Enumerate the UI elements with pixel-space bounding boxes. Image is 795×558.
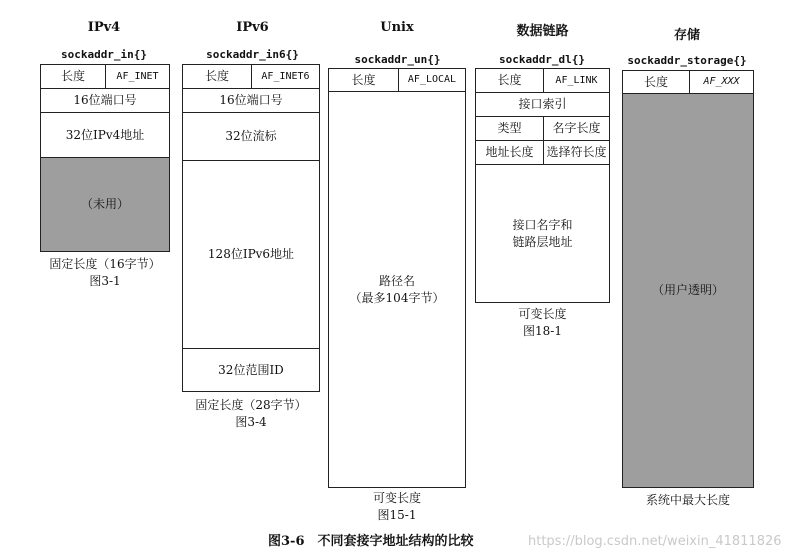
datalink-len-field: 长度 [475, 68, 544, 93]
ipv6-addr-field: 128位IPv6地址 [182, 160, 320, 349]
datalink-family-field: AF_LINK [543, 68, 610, 93]
datalink-caption-length: 可变长度 [518, 307, 567, 321]
datalink-namelen-field: 名字长度 [543, 116, 610, 141]
storage-family-field: AF_XXX [689, 70, 754, 94]
ipv4-header: IPv4 [87, 20, 121, 35]
unix-family-field: AF_LOCAL [398, 68, 466, 92]
storage-opaque-field: （用户透明） [622, 93, 754, 488]
ipv6-scope-field: 32位范围ID [182, 348, 320, 392]
unix-path-label: 路径名 [378, 274, 415, 289]
ipv4-family-field: AF_INET [105, 64, 170, 89]
unix-len-field: 长度 [328, 68, 399, 92]
storage-len-field: 长度 [622, 70, 690, 94]
storage-caption-length: 系统中最大长度 [645, 493, 730, 507]
datalink-sellen-field: 选择符长度 [543, 140, 610, 165]
unix-path-limit: （最多104字节） [349, 290, 445, 305]
ipv6-port-field: 16位端口号 [182, 88, 320, 113]
unix-path-field [328, 91, 466, 488]
ipv4-caption-length: 固定长度（16字节） [49, 257, 161, 271]
watermark: https://blog.csdn.net/weixin_41811826 [528, 534, 782, 549]
unix-caption-figure: 图15-1 [377, 508, 417, 522]
storage-struct-name: sockaddr_storage{} [627, 54, 747, 67]
ipv6-family-field: AF_INET6 [251, 64, 320, 89]
storage-struct-box [622, 70, 754, 488]
ipv4-port-field: 16位端口号 [40, 88, 170, 113]
storage-header: 存储 [673, 28, 700, 43]
figure-caption: 图3-6 不同套接字地址结构的比较 [268, 534, 474, 549]
ipv6-struct-box [182, 64, 320, 392]
ipv4-caption-figure: 图3-1 [89, 274, 121, 288]
ipv6-len-field: 长度 [182, 64, 252, 89]
datalink-caption-figure: 图18-1 [523, 324, 562, 338]
ipv4-struct-box [40, 64, 170, 252]
datalink-header: 数据链路 [516, 24, 569, 39]
unix-header: Unix [380, 20, 414, 35]
unix-struct-name: sockaddr_un{} [354, 53, 441, 66]
datalink-data-label-2: 链路层地址 [512, 234, 573, 249]
ipv4-unused-field: （未用） [40, 157, 170, 252]
ipv6-flow-field: 32位流标 [182, 112, 320, 161]
datalink-index-field: 接口索引 [475, 92, 610, 117]
ipv4-struct-name: sockaddr_in{} [60, 48, 148, 61]
unix-struct-box [328, 68, 466, 488]
ipv6-caption-length: 固定长度（28字节） [195, 398, 307, 412]
datalink-data-field [475, 164, 610, 303]
datalink-type-field: 类型 [475, 116, 544, 141]
ipv6-caption-figure: 图3-4 [235, 415, 267, 429]
datalink-data-label-1: 接口名字和 [512, 218, 573, 233]
datalink-addrlen-field: 地址长度 [475, 140, 544, 165]
ipv4-len-field: 长度 [40, 64, 106, 89]
unix-caption-length: 可变长度 [372, 491, 421, 505]
datalink-struct-name: sockaddr_dl{} [498, 53, 586, 66]
ipv4-addr-field: 32位IPv4地址 [40, 112, 170, 158]
ipv6-struct-name: sockaddr_in6{} [206, 48, 299, 61]
ipv6-header: IPv6 [236, 20, 269, 35]
datalink-struct-box [475, 68, 610, 303]
